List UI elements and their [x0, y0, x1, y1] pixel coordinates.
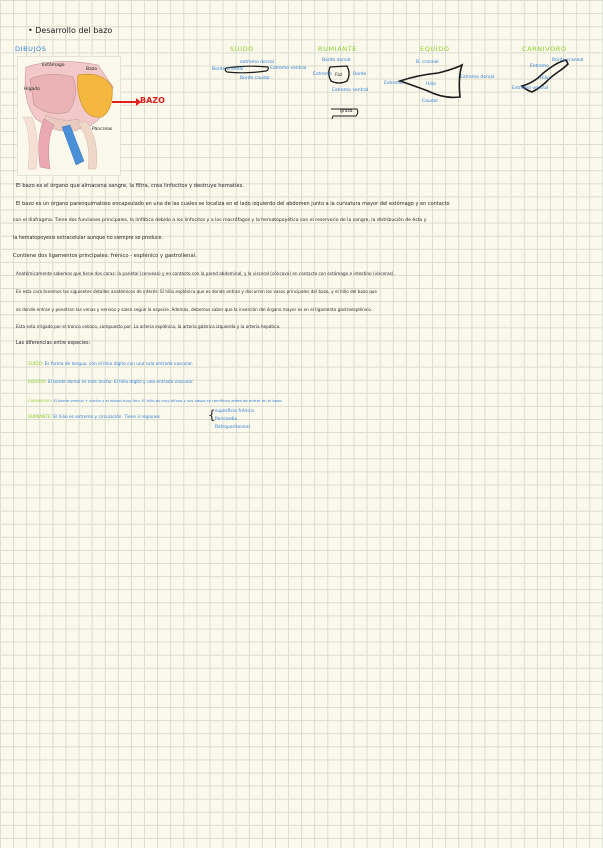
difference-text: El borde dorsal es más ancho. El hilio dígito y una entrada vascular.	[47, 380, 194, 385]
paragraph-line: Contiene dos ligamentos principales: frénico - esplénico y gastrolienal.	[13, 253, 197, 259]
rumiante-region: Retroperitoneal	[215, 425, 250, 430]
anatomy-label: Páncreas	[92, 127, 113, 132]
rumiante-region: Pericardio	[215, 417, 238, 422]
rumiante-bottom-label: grasa	[340, 109, 353, 114]
paragraph-line: Anatómicamente sabemos que tiene dos caras: la parietal (convexa) y en contacto con la pared abdominal, y la visceral (cóncava) en contacto con estómago e intestino (vísceras).	[16, 271, 395, 276]
suido-label: Extremo ventral	[270, 66, 307, 71]
spleen-label: BAZO	[140, 96, 165, 105]
paragraph-line: El bazo es un órgano parenquimatoso encapsulado en una de las cuales se localiza en el lado izquierdo del abdomen junto a la curvatura mayor del estómago y en contacto	[16, 201, 450, 207]
rumiante-heading: RUMIANTE	[318, 45, 357, 53]
arrow-to-spleen	[112, 101, 138, 103]
rumiante-label: Faz	[335, 73, 343, 78]
paragraph-line: Las diferencias entre especies:	[16, 341, 91, 346]
anatomy-label: Hígado	[24, 87, 40, 92]
difference-text: El hilio es extremo y circulación. Tiene 3 regiones	[53, 415, 160, 420]
paragraph-line: la hematopoyesis extracelular aunque no siempre se produce.	[13, 236, 164, 241]
suido-label: Borde caudal	[240, 76, 270, 81]
rumiante-label: Extremo ventral	[332, 88, 369, 93]
carnivoro-label: Extremo ventral	[512, 86, 549, 91]
suido-heading: SUIDO	[230, 45, 254, 53]
equido-heading: EQUIDO	[420, 45, 450, 53]
difference-label: CARNIVORO:	[28, 398, 53, 403]
difference-rumiante	[28, 415, 160, 420]
rumiante-label: Borde	[353, 72, 367, 77]
difference-suido	[28, 362, 193, 367]
difference-label: EQUIDO:	[28, 380, 47, 385]
anatomy-label: Estómago	[42, 63, 65, 68]
difference-label: RUMIANTE:	[28, 415, 53, 420]
difference-text: Es forma de lengua, con el hilio dígito con una sola entrada vascular.	[44, 362, 193, 367]
equido-label: Extremo	[384, 81, 403, 86]
rumiante-regions-brace: {	[208, 408, 216, 422]
rumiante-label: Extremo	[313, 72, 332, 77]
paragraph-line: Esta esta irrigado por el tronco celíaco, compuesto por: La arteria esplénica, la arteria gástrica izquierda y la arteria hepática.	[16, 324, 281, 329]
paragraph-line: es donde entran y penetran las venas y nervios y salen según la especie. Además, debemos saber que la inserción del órgano mayor es en el ligamento gastroesplénico.	[16, 307, 373, 312]
carnivoro-label: Extremo	[530, 64, 549, 69]
drawings-heading: DIBUJOS	[15, 45, 47, 53]
rumiante-label: Borde dorsal	[322, 58, 351, 63]
page-title: • Desarrollo del bazo	[28, 26, 113, 35]
carnivoro-heading: CARNIVORO	[522, 45, 567, 53]
anatomy-drawing	[18, 57, 120, 175]
difference-label: SUIDO:	[28, 362, 44, 367]
carnivoro-label: Borde craneal	[552, 58, 584, 63]
equido-label: Hilio	[426, 82, 436, 87]
paragraph-line: El bazo es el órgano que almacena sangre, la filtra, crea linfocitos y destruye hematíes.	[16, 183, 244, 189]
difference-equido	[28, 380, 194, 385]
anatomy-label: Bazo	[86, 67, 97, 72]
carnivoro-label: Hilio	[540, 76, 550, 81]
suido-label: extremo dorsal	[240, 60, 275, 65]
equido-label: Caudal	[422, 99, 438, 104]
rumiante-region: superficie frénica	[215, 409, 254, 414]
difference-text: El borde ventral + ancho y el dorsal muy fino. El hilio es muy difuso y sus vasos se ramifican antes de entrar en el bazo.	[53, 398, 283, 403]
paragraph-line: con el diafragma. Tiene dos funciones principales, la linfática debido a los linfocitos y a los macrófagos y la hematopoyética con el reservorio de la sangre, la distribución de ésta y	[13, 218, 427, 223]
anatomy-illustration	[17, 56, 121, 176]
paragraph-line: En esta cara tenemos las siguientes detalles anatómicos de interés: El hilio esplénico que es donde entran y discurren los vasos principales del bazo, y el hilio del bazo que	[16, 289, 377, 294]
equido-label: B. craneal	[416, 60, 439, 65]
suido-label: Borde craneal	[212, 67, 244, 72]
equido-label: Extremo dorsal	[460, 75, 495, 80]
difference-carnivoro	[28, 398, 283, 403]
